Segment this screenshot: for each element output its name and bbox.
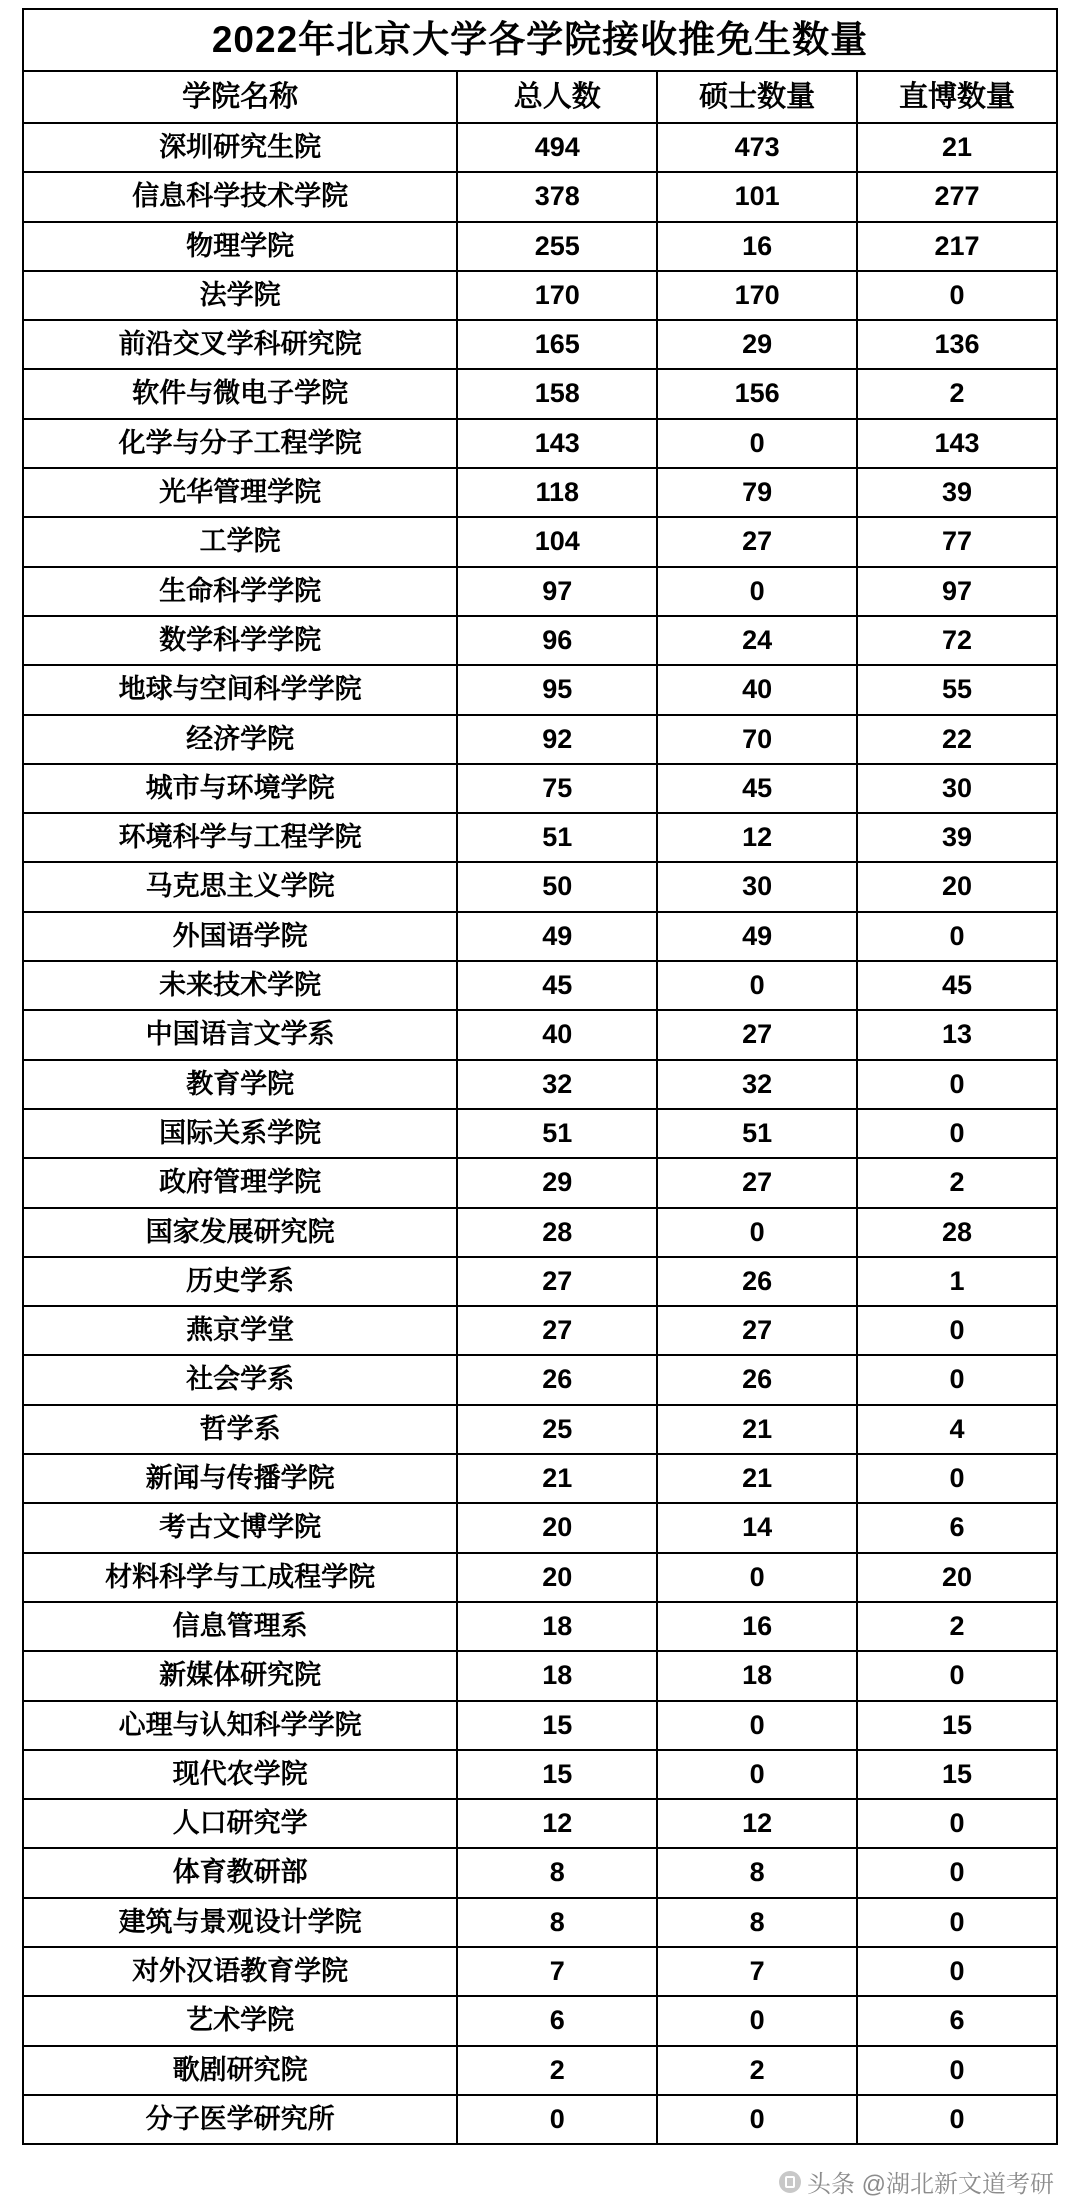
- table-row: [23, 2046, 1057, 2095]
- table-row: [23, 1898, 1057, 1947]
- column-header-direct-phd: 直博数量: [857, 71, 1057, 123]
- cell-direct-phd: 277: [857, 172, 1057, 221]
- table-row: [23, 1799, 1057, 1848]
- cell-direct-phd: 20: [857, 862, 1057, 911]
- cell-direct-phd: 72: [857, 616, 1057, 665]
- cell-direct-phd: 0: [857, 1355, 1057, 1404]
- table-row: [23, 1553, 1057, 1602]
- cell-college: 教育学院: [23, 1060, 457, 1109]
- cell-master: 0: [657, 1750, 857, 1799]
- head-icon: [779, 2171, 801, 2193]
- cell-college: 新媒体研究院: [23, 1651, 457, 1700]
- cell-direct-phd: 0: [857, 1898, 1057, 1947]
- cell-direct-phd: 136: [857, 320, 1057, 369]
- cell-direct-phd: 143: [857, 419, 1057, 468]
- cell-college: 政府管理学院: [23, 1158, 457, 1207]
- cell-direct-phd: 1: [857, 1257, 1057, 1306]
- cell-college: 社会学系: [23, 1355, 457, 1404]
- cell-direct-phd: 0: [857, 2046, 1057, 2095]
- cell-college: 人口研究学: [23, 1799, 457, 1848]
- cell-total: 45: [457, 961, 657, 1010]
- cell-master: 51: [657, 1109, 857, 1158]
- table-title-row: [23, 9, 1057, 71]
- cell-direct-phd: 15: [857, 1701, 1057, 1750]
- cell-total: 51: [457, 813, 657, 862]
- cell-direct-phd: 6: [857, 1996, 1057, 2045]
- cell-master: 24: [657, 616, 857, 665]
- cell-direct-phd: 0: [857, 1306, 1057, 1355]
- cell-total: 28: [457, 1208, 657, 1257]
- cell-master: 21: [657, 1454, 857, 1503]
- cell-direct-phd: 15: [857, 1750, 1057, 1799]
- cell-total: 494: [457, 123, 657, 172]
- watermark: [779, 2164, 1054, 2199]
- cell-master: 101: [657, 172, 857, 221]
- cell-direct-phd: 30: [857, 764, 1057, 813]
- cell-master: 18: [657, 1651, 857, 1700]
- cell-total: 27: [457, 1306, 657, 1355]
- cell-college: 深圳研究生院: [23, 123, 457, 172]
- cell-college: 生命科学学院: [23, 567, 457, 616]
- table-row: [23, 1405, 1057, 1454]
- cell-master: 0: [657, 2095, 857, 2144]
- cell-master: 32: [657, 1060, 857, 1109]
- cell-direct-phd: 39: [857, 468, 1057, 517]
- table-row: [23, 468, 1057, 517]
- cell-total: 27: [457, 1257, 657, 1306]
- cell-master: 26: [657, 1257, 857, 1306]
- cell-master: 0: [657, 567, 857, 616]
- table-row: [23, 1257, 1057, 1306]
- cell-college: 国际关系学院: [23, 1109, 457, 1158]
- cell-master: 27: [657, 517, 857, 566]
- cell-master: 12: [657, 813, 857, 862]
- cell-college: 马克思主义学院: [23, 862, 457, 911]
- cell-total: 20: [457, 1503, 657, 1552]
- cell-college: 考古文博学院: [23, 1503, 457, 1552]
- cell-college: 新闻与传播学院: [23, 1454, 457, 1503]
- cell-master: 16: [657, 222, 857, 271]
- cell-total: 26: [457, 1355, 657, 1404]
- cell-master: 30: [657, 862, 857, 911]
- table-row: [23, 1355, 1057, 1404]
- cell-master: 8: [657, 1898, 857, 1947]
- cell-college: 软件与微电子学院: [23, 369, 457, 418]
- cell-direct-phd: 0: [857, 1109, 1057, 1158]
- cell-college: 前沿交叉学科研究院: [23, 320, 457, 369]
- cell-master: 27: [657, 1306, 857, 1355]
- cell-total: 32: [457, 1060, 657, 1109]
- cell-master: 8: [657, 1848, 857, 1897]
- cell-college: 现代农学院: [23, 1750, 457, 1799]
- table-row: [23, 813, 1057, 862]
- cell-total: 21: [457, 1454, 657, 1503]
- cell-total: 8: [457, 1898, 657, 1947]
- cell-master: 40: [657, 665, 857, 714]
- cell-total: 50: [457, 862, 657, 911]
- table-row: [23, 764, 1057, 813]
- cell-college: 对外汉语教育学院: [23, 1947, 457, 1996]
- cell-direct-phd: 21: [857, 123, 1057, 172]
- cell-total: 104: [457, 517, 657, 566]
- cell-direct-phd: 0: [857, 1060, 1057, 1109]
- cell-total: 6: [457, 1996, 657, 2045]
- cell-direct-phd: 217: [857, 222, 1057, 271]
- cell-total: 0: [457, 2095, 657, 2144]
- cell-direct-phd: 0: [857, 912, 1057, 961]
- cell-college: 物理学院: [23, 222, 457, 271]
- cell-total: 143: [457, 419, 657, 468]
- cell-direct-phd: 0: [857, 1848, 1057, 1897]
- cell-master: 2: [657, 2046, 857, 2095]
- table-body: [23, 123, 1057, 2144]
- cell-total: 49: [457, 912, 657, 961]
- table-row: [23, 1848, 1057, 1897]
- cell-total: 40: [457, 1010, 657, 1059]
- table-row: [23, 2095, 1057, 2144]
- cell-college: 光华管理学院: [23, 468, 457, 517]
- cell-master: 473: [657, 123, 857, 172]
- cell-master: 49: [657, 912, 857, 961]
- table-header-row: [23, 71, 1057, 123]
- cell-total: 29: [457, 1158, 657, 1207]
- cell-master: 21: [657, 1405, 857, 1454]
- cell-college: 未来技术学院: [23, 961, 457, 1010]
- table-row: [23, 1651, 1057, 1700]
- cell-total: 378: [457, 172, 657, 221]
- cell-master: 26: [657, 1355, 857, 1404]
- cell-total: 18: [457, 1651, 657, 1700]
- cell-direct-phd: 0: [857, 1947, 1057, 1996]
- cell-master: 29: [657, 320, 857, 369]
- table-row: [23, 222, 1057, 271]
- table-row: [23, 1208, 1057, 1257]
- table-row: [23, 172, 1057, 221]
- cell-total: 97: [457, 567, 657, 616]
- cell-college: 艺术学院: [23, 1996, 457, 2045]
- cell-college: 体育教研部: [23, 1848, 457, 1897]
- table-row: [23, 567, 1057, 616]
- cell-college: 心理与认知科学学院: [23, 1701, 457, 1750]
- cell-college: 中国语言文学系: [23, 1010, 457, 1059]
- table-row: [23, 1109, 1057, 1158]
- table-row: [23, 369, 1057, 418]
- cell-direct-phd: 39: [857, 813, 1057, 862]
- cell-master: 27: [657, 1158, 857, 1207]
- cell-master: 0: [657, 1996, 857, 2045]
- table-head: [23, 9, 1057, 123]
- cell-total: 95: [457, 665, 657, 714]
- cell-direct-phd: 55: [857, 665, 1057, 714]
- cell-master: 0: [657, 1701, 857, 1750]
- cell-direct-phd: 22: [857, 715, 1057, 764]
- cell-master: 45: [657, 764, 857, 813]
- cell-total: 8: [457, 1848, 657, 1897]
- watermark-label: 头条 @湖北新文道考研: [806, 2171, 1054, 2198]
- cell-master: 0: [657, 961, 857, 1010]
- cell-college: 建筑与景观设计学院: [23, 1898, 457, 1947]
- cell-direct-phd: 0: [857, 1651, 1057, 1700]
- table-row: [23, 961, 1057, 1010]
- table-row: [23, 862, 1057, 911]
- cell-master: 156: [657, 369, 857, 418]
- table-row: [23, 1454, 1057, 1503]
- cell-total: 96: [457, 616, 657, 665]
- table-row: [23, 665, 1057, 714]
- cell-master: 170: [657, 271, 857, 320]
- cell-total: 51: [457, 1109, 657, 1158]
- cell-college: 哲学系: [23, 1405, 457, 1454]
- cell-college: 环境科学与工程学院: [23, 813, 457, 862]
- cell-total: 170: [457, 271, 657, 320]
- cell-master: 7: [657, 1947, 857, 1996]
- cell-direct-phd: 2: [857, 1602, 1057, 1651]
- cell-college: 材料科学与工成程学院: [23, 1553, 457, 1602]
- cell-direct-phd: 0: [857, 271, 1057, 320]
- cell-total: 118: [457, 468, 657, 517]
- cell-total: 165: [457, 320, 657, 369]
- table-row: [23, 1602, 1057, 1651]
- cell-direct-phd: 0: [857, 1454, 1057, 1503]
- cell-total: 15: [457, 1701, 657, 1750]
- cell-direct-phd: 28: [857, 1208, 1057, 1257]
- cell-direct-phd: 97: [857, 567, 1057, 616]
- cell-college: 工学院: [23, 517, 457, 566]
- table-row: [23, 1503, 1057, 1552]
- cell-college: 历史学系: [23, 1257, 457, 1306]
- cell-college: 分子医学研究所: [23, 2095, 457, 2144]
- cell-college: 燕京学堂: [23, 1306, 457, 1355]
- table-row: [23, 419, 1057, 468]
- cell-master: 70: [657, 715, 857, 764]
- cell-direct-phd: 20: [857, 1553, 1057, 1602]
- cell-total: 2: [457, 2046, 657, 2095]
- table-row: [23, 1701, 1057, 1750]
- table-row: [23, 1060, 1057, 1109]
- cell-direct-phd: 2: [857, 1158, 1057, 1207]
- cell-college: 城市与环境学院: [23, 764, 457, 813]
- cell-college: 地球与空间科学学院: [23, 665, 457, 714]
- cell-master: 0: [657, 419, 857, 468]
- cell-direct-phd: 77: [857, 517, 1057, 566]
- cell-college: 外国语学院: [23, 912, 457, 961]
- column-header-college: 学院名称: [23, 71, 457, 123]
- cell-total: 12: [457, 1799, 657, 1848]
- table-row: [23, 912, 1057, 961]
- cell-direct-phd: 0: [857, 2095, 1057, 2144]
- table-row: [23, 616, 1057, 665]
- cell-total: 15: [457, 1750, 657, 1799]
- cell-total: 75: [457, 764, 657, 813]
- cell-college: 信息科学技术学院: [23, 172, 457, 221]
- table-row: [23, 1158, 1057, 1207]
- cell-college: 国家发展研究院: [23, 1208, 457, 1257]
- cell-master: 16: [657, 1602, 857, 1651]
- table-row: [23, 517, 1057, 566]
- cell-college: 数学科学学院: [23, 616, 457, 665]
- cell-college: 法学院: [23, 271, 457, 320]
- cell-total: 7: [457, 1947, 657, 1996]
- cell-direct-phd: 45: [857, 961, 1057, 1010]
- cell-master: 12: [657, 1799, 857, 1848]
- table-row: [23, 715, 1057, 764]
- cell-master: 27: [657, 1010, 857, 1059]
- cell-college: 歌剧研究院: [23, 2046, 457, 2095]
- cell-direct-phd: 2: [857, 369, 1057, 418]
- table-row: [23, 1947, 1057, 1996]
- cell-direct-phd: 13: [857, 1010, 1057, 1059]
- cell-college: 信息管理系: [23, 1602, 457, 1651]
- cell-total: 25: [457, 1405, 657, 1454]
- column-header-master: 硕士数量: [657, 71, 857, 123]
- cell-total: 18: [457, 1602, 657, 1651]
- cell-college: 经济学院: [23, 715, 457, 764]
- table-row: [23, 123, 1057, 172]
- cell-college: 化学与分子工程学院: [23, 419, 457, 468]
- table-row: [23, 271, 1057, 320]
- cell-total: 92: [457, 715, 657, 764]
- cell-direct-phd: 6: [857, 1503, 1057, 1552]
- cell-total: 255: [457, 222, 657, 271]
- cell-master: 0: [657, 1553, 857, 1602]
- table-row: [23, 1996, 1057, 2045]
- cell-master: 0: [657, 1208, 857, 1257]
- cell-direct-phd: 0: [857, 1799, 1057, 1848]
- table-row: [23, 1010, 1057, 1059]
- cell-total: 20: [457, 1553, 657, 1602]
- admissions-table: [22, 8, 1058, 2145]
- column-header-total: 总人数: [457, 71, 657, 123]
- cell-master: 14: [657, 1503, 857, 1552]
- table-row: [23, 1750, 1057, 1799]
- cell-direct-phd: 4: [857, 1405, 1057, 1454]
- table-row: [23, 1306, 1057, 1355]
- page-title: 2022年北京大学各学院接收推免生数量: [23, 9, 1057, 71]
- cell-total: 158: [457, 369, 657, 418]
- cell-master: 79: [657, 468, 857, 517]
- table-row: [23, 320, 1057, 369]
